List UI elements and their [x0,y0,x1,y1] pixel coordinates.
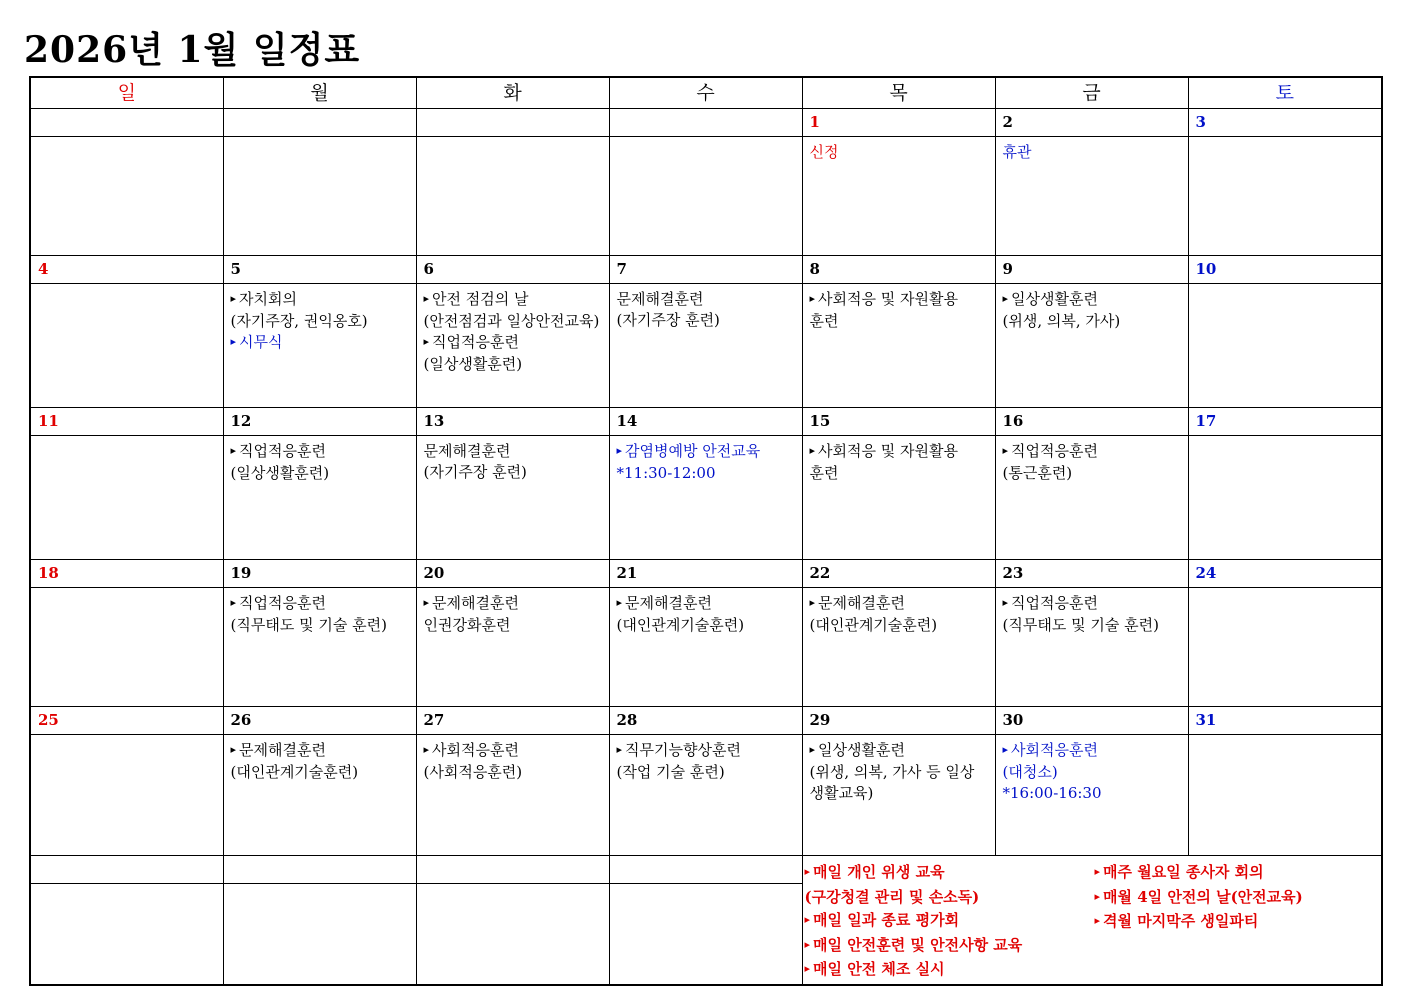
date-number: 16 [995,408,1188,436]
event-line: 신정 [809,143,839,161]
weekday-header: 일 [30,77,223,109]
date-number: 3 [1188,109,1382,137]
event-line: ▸ 문제해결훈련 [231,740,409,762]
day-cell [416,735,609,856]
event-line: 훈련 [809,312,839,330]
event-line: *11:30-12:00 [616,464,716,482]
notice-line: ▸ 매주 월요일 종사자 회의 [1095,861,1378,886]
event-line: ▸ 직무기능향상훈련 [617,740,795,762]
event-line: ▸ 자치회의 [231,289,409,311]
date-number: 14 [609,408,802,436]
day-cell [416,284,609,408]
event-line: 문제해결훈련 [423,442,511,460]
notice-line: ▸ 매일 안전훈련 및 안전사항 교육 [805,934,1095,959]
date-number: 7 [609,256,802,284]
event-line: ▸ 시무식 [231,332,409,354]
weekday-header: 목 [802,77,995,109]
day-cell [995,436,1188,560]
day-cell [1188,436,1382,560]
event-line: (사회적응훈련) [423,763,523,781]
notice-line: ▸ 매월 4일 안전의 날(안전교육) [1095,886,1378,911]
event-line: (위생, 의복, 가사) [1002,312,1121,330]
date-number: 25 [30,707,223,735]
day-cell [416,588,609,707]
empty-cell [416,884,609,986]
footer-blank-row [30,856,1382,884]
notes-cell [802,856,1382,986]
event-line: *16:00-16:30 [1002,784,1102,802]
event-line: ▸ 일상생활훈련 [810,740,988,762]
date-number: 21 [609,560,802,588]
notice-line: ▸ 매일 안전 체조 실시 [805,958,1095,983]
day-cell [995,735,1188,856]
day-cell [802,137,995,256]
date-number: 23 [995,560,1188,588]
page-title: 2026년 1월 일정표 [24,29,361,71]
event-line: (위생, 의복, 가사 등 일상 [809,763,975,781]
date-number: 2 [995,109,1188,137]
day-cell [802,588,995,707]
week-events-row [30,284,1382,408]
event-line: (자기주장 훈련) [616,311,720,329]
event-line: ▸ 문제해결훈련 [810,593,988,615]
day-cell [802,436,995,560]
empty-cell [416,856,609,884]
day-cell [223,735,416,856]
event-line: (안전점검과 일상안전교육) [423,312,600,330]
event-line: ▸ 문제해결훈련 [617,593,795,615]
date-number [416,109,609,137]
date-number: 10 [1188,256,1382,284]
event-line: 문제해결훈련 [616,290,704,308]
event-line: ▸ 직업적응훈련 [1003,593,1181,615]
event-line: (직무태도 및 기술 훈련) [1002,616,1159,634]
day-cell [416,137,609,256]
event-line: (대청소) [1002,763,1058,781]
empty-cell [223,884,416,986]
event-line: ▸ 사회적응훈련 [424,740,602,762]
event-line: ▸ 직업적응훈련 [1003,441,1181,463]
event-line: ▸ 문제해결훈련 [424,593,602,615]
event-line: (통근훈련) [1002,464,1073,482]
day-cell [609,588,802,707]
date-number: 12 [223,408,416,436]
weekday-header: 토 [1188,77,1382,109]
date-number [223,109,416,137]
date-number: 29 [802,707,995,735]
date-number: 18 [30,560,223,588]
weekday-header: 수 [609,77,802,109]
day-cell [416,436,609,560]
event-line: 휴관 [1002,143,1032,161]
event-line: ▸ 직업적응훈련 [424,332,602,354]
empty-cell [609,884,802,986]
event-line: (일상생활훈련) [230,464,330,482]
event-line: ▸ 안전 점검의 날 [424,289,602,311]
event-line: ▸ 사회적응 및 자원활용 [810,289,988,311]
week-date-row [30,408,1382,436]
date-number: 1 [802,109,995,137]
empty-cell [30,856,223,884]
date-number: 4 [30,256,223,284]
weekday-header: 월 [223,77,416,109]
date-number [30,109,223,137]
event-line: (대인관계기술훈련) [616,616,745,634]
day-cell [802,735,995,856]
week-events-row [30,588,1382,707]
day-cell [223,284,416,408]
date-number: 22 [802,560,995,588]
date-number: 20 [416,560,609,588]
day-cell [30,436,223,560]
event-line: ▸ 일상생활훈련 [1003,289,1181,311]
day-cell [223,436,416,560]
week-events-row [30,137,1382,256]
weekday-header: 금 [995,77,1188,109]
day-cell [30,284,223,408]
event-line: (직무태도 및 기술 훈련) [230,616,387,634]
date-number: 9 [995,256,1188,284]
event-line: (대인관계기술훈련) [809,616,938,634]
day-cell [223,137,416,256]
day-cell [609,137,802,256]
day-cell [995,588,1188,707]
date-number: 11 [30,408,223,436]
date-number: 5 [223,256,416,284]
event-line: ▸ 사회적응훈련 [1003,740,1181,762]
event-line: (일상생활훈련) [423,355,523,373]
day-cell [223,588,416,707]
notice-line: (구강청결 관리 및 손소독) [804,887,980,906]
date-number: 15 [802,408,995,436]
event-line: ▸ 직업적응훈련 [231,593,409,615]
date-number: 13 [416,408,609,436]
notice-line: ▸ 매일 일과 종료 평가회 [805,909,1095,934]
date-number: 26 [223,707,416,735]
date-number: 17 [1188,408,1382,436]
event-line: ▸ 사회적응 및 자원활용 [810,441,988,463]
date-number [609,109,802,137]
empty-cell [30,884,223,986]
week-date-row [30,560,1382,588]
event-line: 훈련 [809,464,839,482]
event-line: (자기주장 훈련) [423,463,527,481]
event-line: (작업 기술 훈련) [616,763,725,781]
day-cell [609,284,802,408]
day-cell [802,284,995,408]
day-cell [995,284,1188,408]
date-number: 28 [609,707,802,735]
date-number: 19 [223,560,416,588]
date-number: 8 [802,256,995,284]
day-cell [1188,588,1382,707]
day-cell [609,735,802,856]
week-events-row [30,436,1382,560]
notice-line: ▸ 격월 마지막주 생일파티 [1095,910,1378,935]
event-line: 생활교육) [809,784,874,802]
event-line: ▸ 감염병예방 안전교육 [617,441,795,463]
empty-cell [223,856,416,884]
event-line: (자기주장, 권익옹호) [230,312,368,330]
empty-cell [609,856,802,884]
day-cell [1188,137,1382,256]
date-number: 27 [416,707,609,735]
weekday-header: 화 [416,77,609,109]
day-cell [1188,284,1382,408]
event-line: (대인관계기술훈련) [230,763,359,781]
week-events-row [30,735,1382,856]
day-cell [30,137,223,256]
day-cell [995,137,1188,256]
day-cell [1188,735,1382,856]
event-line: ▸ 직업적응훈련 [231,441,409,463]
day-cell [30,735,223,856]
notice-line: ▸ 매일 개인 위생 교육 [805,861,1095,886]
day-cell [30,588,223,707]
date-number: 6 [416,256,609,284]
week-date-row [30,707,1382,735]
weekday-header-row [30,77,1382,109]
event-line: 인권강화훈련 [423,616,511,634]
day-cell [609,436,802,560]
date-number: 24 [1188,560,1382,588]
week-date-row [30,256,1382,284]
calendar-table [29,76,1383,986]
week-date-row [30,109,1382,137]
date-number: 30 [995,707,1188,735]
date-number: 31 [1188,707,1382,735]
